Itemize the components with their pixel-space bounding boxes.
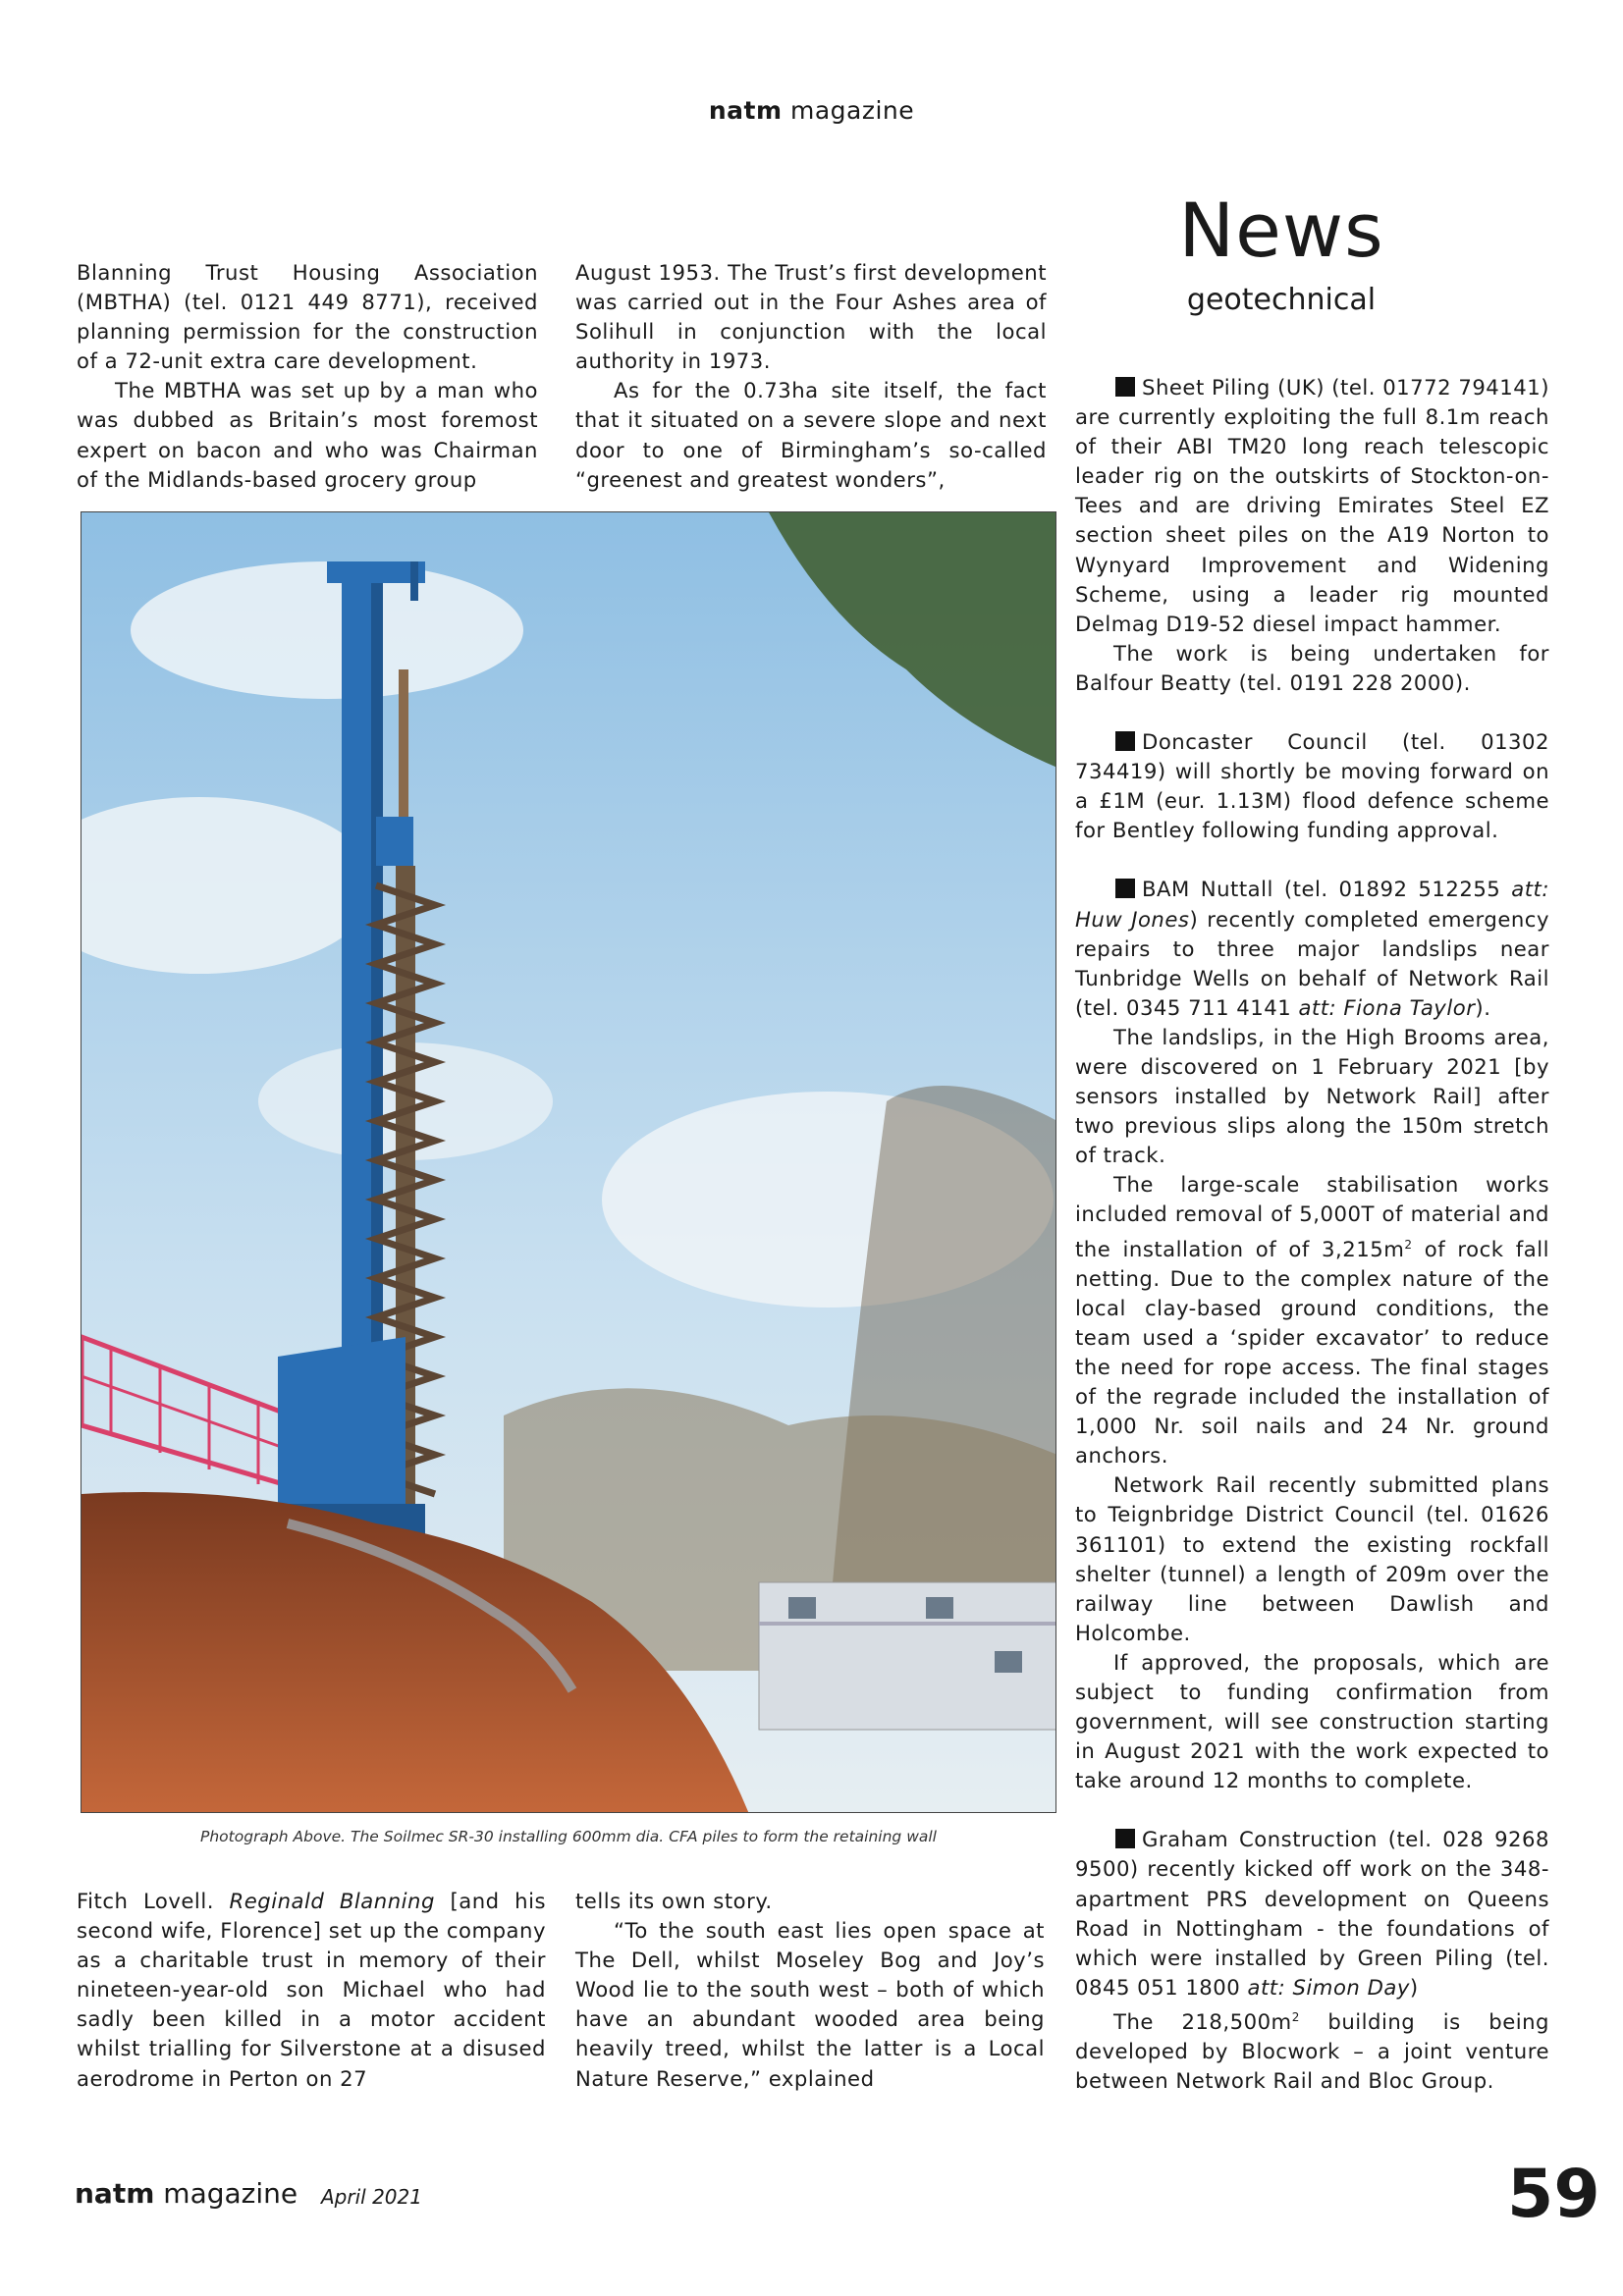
paragraph: The landslips, in the High Brooms area, were discovered on 1 February 2021 [by sensors installed by Network Rail] after two previous slips along the 150m stretch of track. [1075,1024,1549,1168]
paragraph: Network Rail recently submitted plans to Teignbridge District Council (tel. 01626 361101) to extend the existing rockfall shelter (tunnel) a length of 209m over the railway line between Dawlish and Holcombe. [1075,1472,1549,1645]
running-head [0,96,1623,125]
photo-caption: Photograph Above. The Soilmec SR-30 installing 600mm dia. CFA piles to form the retaining wall [200,1828,937,1845]
piling-rig-photo [81,512,1056,1813]
brand-bold: natm [708,96,783,125]
photograph [81,511,1056,1813]
page-number: 59 [1507,2156,1600,2233]
spacer [1075,698,1549,727]
square-bullet-icon [1115,731,1135,751]
brand-rest: magazine [154,2177,298,2210]
paragraph [1075,1170,1549,1470]
middle-column-bottom [575,1887,1045,2094]
text-run: building is being developed by Blocwork – a joint venture between Network Rail and Bloc Group. [1075,2009,1549,2094]
spacer [1075,1795,1549,1825]
paragraph: If approved, the proposals, which are subject to funding confirmation from government, will see construction starting in August 2021 with the work expected to take around 12 months to complete. [1075,1649,1549,1793]
brand-bold: natm [75,2177,155,2210]
square-bullet-icon [1115,879,1135,898]
emphasis: att: Simon Day [1247,1974,1410,2000]
text-run: The large-scale stabilisation works included removal of 5,000T of material and the installation of of 3,215m [1075,1172,1549,1261]
text-run: ) [1409,1974,1419,2000]
text-run: of rock fall netting. Due to the complex nature of the local clay-based ground conditions, the team used a ‘spider excavator’ to reduce the need for rope access. The final stages of the regrade included the installation of 1,000 Nr. soil nails and 24 Nr. ground anchors. [1075,1236,1549,1468]
news-item-doncaster [1075,727,1549,845]
paragraph: The work is being undertaken for Balfour Beatty (tel. 0191 228 2000). [1075,640,1549,695]
paragraph: Blanning Trust Housing Association (MBTHA) (tel. 0121 449 8771), received planning permission for the construction of a 72-unit extra care development. [77,260,538,374]
news-item-graham [1075,1825,1549,2002]
paragraph: “To the south east lies open space at The Dell, whilst Moseley Bog and Joy’s Wood lie to the south west – both of which have an abundant wooded area being heavily treed, whilst the latter is a Local Nature Reserve,” explained [575,1918,1045,2091]
section-title: News [1178,187,1384,274]
section-subtitle: geotechnical [1186,283,1377,317]
text-run: ). [1475,994,1491,1020]
text-run: [and his second wife, Florence] set up the company as a charitable trust in memory of their nineteen-year-old son Michael who had sadly been killed in a motor accident whilst trialling for Silverstone at a disused aerodrome in Perton on 27 [77,1889,546,2091]
text-run: BAM Nuttall (tel. 01892 512255 [1142,877,1512,902]
text-run: Graham Construction (tel. 028 9268 9500) recently kicked off work on the 348-apartment PRS development on Queens Road in Nottingham - the foundations of which were installed by Green Piling (tel. 0845 051 1800 [1075,1827,1549,2000]
left-column-bottom [77,1887,546,2094]
text-run: Fitch Lovell. [77,1889,230,1913]
footer-brand [75,2177,298,2210]
emphasis: Reginald Blanning [229,1889,435,1913]
middle-column-top [575,258,1047,495]
footer-date: April 2021 [321,2185,422,2209]
superscript: 2 [1291,2009,1300,2024]
paragraph: tells its own story. [575,1889,773,1913]
square-bullet-icon [1115,1829,1135,1848]
paragraph: August 1953. The Trust’s first development was carried out in the Four Ashes area of Solihull in conjunction with the local authority in 1973. [575,260,1047,374]
text-run: ) recently completed emergency repairs to three major landslips near Tunbridge Wells on behalf of Network Rail (tel. 0345 711 4141 [1075,906,1549,1020]
paragraph: The MBTHA was set up by a man who was dubbed as Britain’s most foremost expert on bacon and who was Chairman of the Midlands-based grocery group [77,378,538,492]
emphasis: att: Fiona Taylor [1298,994,1476,1020]
emphasis: att: Huw Jones [1075,877,1549,932]
spacer [1075,845,1549,875]
square-bullet-icon [1115,377,1135,397]
left-column-top [77,258,538,495]
text-run: Sheet Piling (UK) (tel. 01772 794141) are currently exploiting the full 8.1m reach of their ABI TM20 long reach telescopic leader rig on the outskirts of Stockton-on-Tees and are driving Emirates Steel EZ section sheet piles on the A19 Norton to Wynyard Improvement and Widening Scheme, using a leader rig mounted Delmag D19-52 diesel impact hammer. [1075,375,1549,636]
paragraph: As for the 0.73ha site itself, the fact that it situated on a severe slope and next door to one of Birmingham’s so-called “greenest and greatest wonders”, [575,378,1047,492]
news-item-bam-nuttall [1075,875,1549,1022]
text-run: Doncaster Council (tel. 01302 734419) will shortly be moving forward on a £1M (eur. 1.13M) flood defence scheme for Bentley following funding approval. [1075,729,1549,843]
paragraph [77,1887,546,2094]
text-run: The 218,500m [1113,2009,1292,2034]
right-column [1075,373,1549,2096]
news-item-sheet-piling [1075,373,1549,639]
paragraph [1075,2002,1549,2096]
brand-rest: magazine [782,96,915,125]
superscript: 2 [1404,1237,1413,1252]
